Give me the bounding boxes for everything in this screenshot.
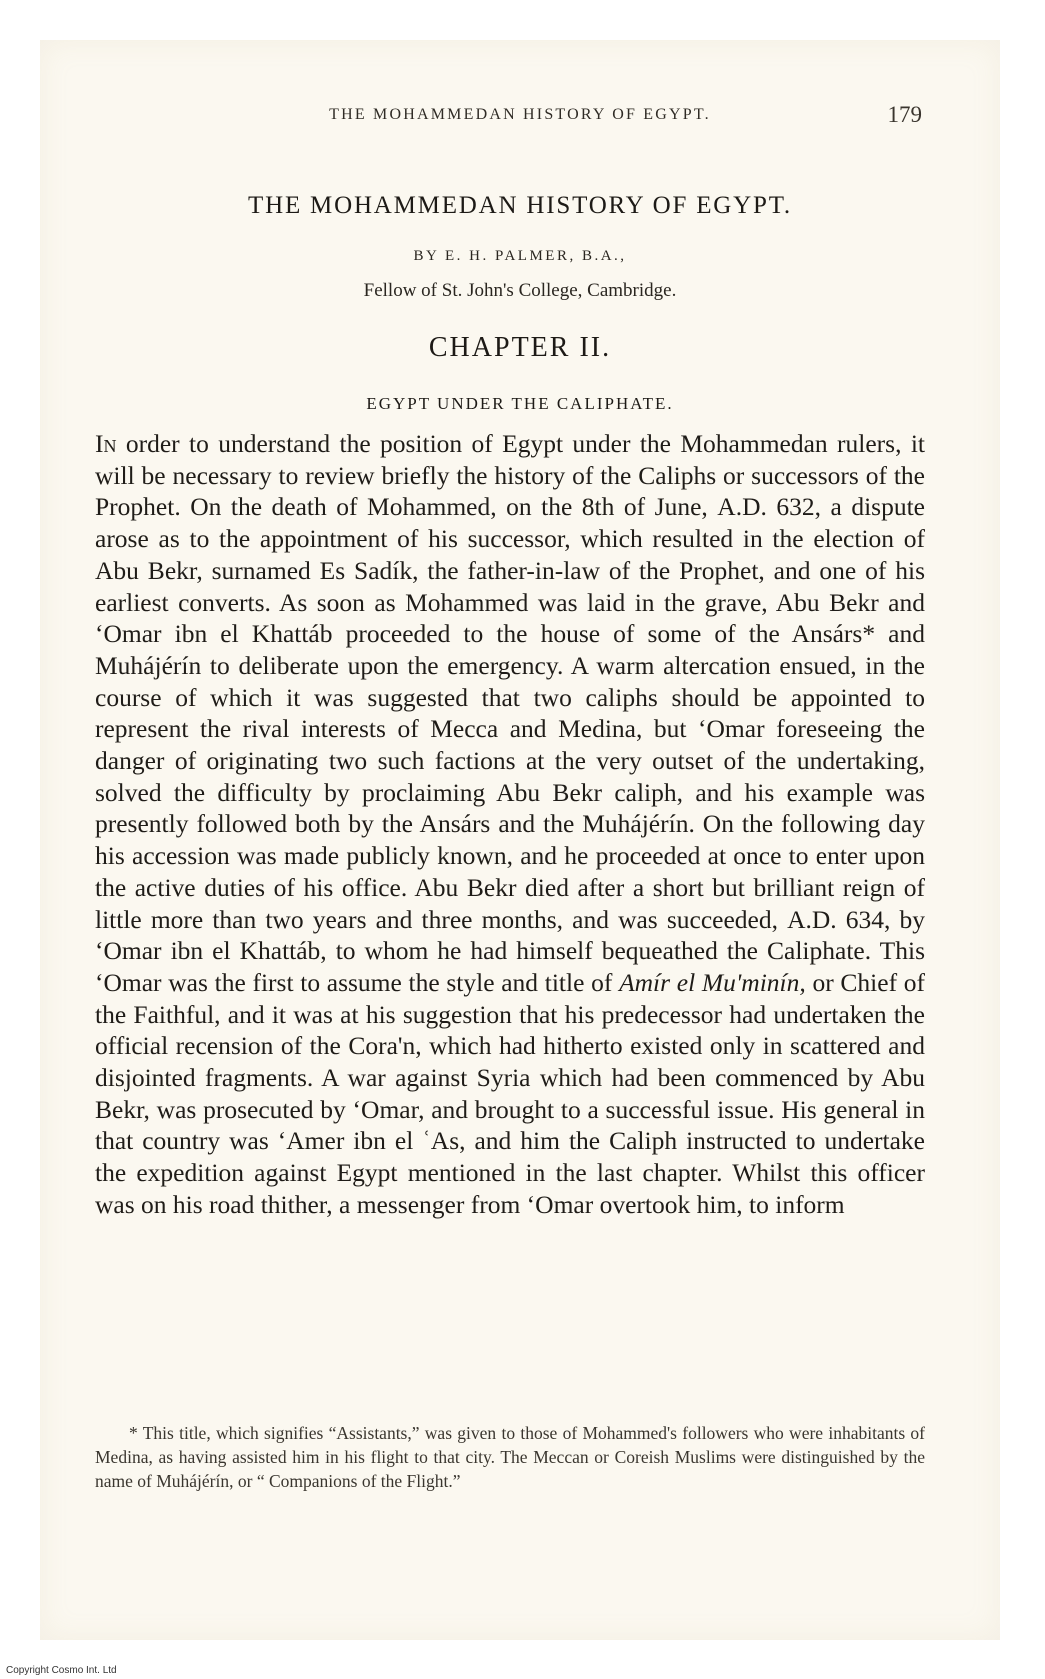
chapter-title: EGYPT UNDER THE CALIPHATE. bbox=[366, 394, 674, 413]
era-abbrev-1: A.D. bbox=[717, 492, 767, 522]
lead-word: In bbox=[95, 429, 117, 458]
page-number: 179 bbox=[887, 102, 922, 127]
body-text-1: order to understand the position of Egypt under the Mohammedan rulers, it will be necessary to review briefly the history of the Caliphs or successors of the Prophet. On the death of Mohammed, on the 8th of June, bbox=[95, 429, 925, 522]
body-text-3: 634, by ‘Omar ibn el Khattáb, to whom he had himself bequeathed the Caliphate. This ‘Omar was the first to assume the style and title of bbox=[95, 904, 925, 997]
body-text-4: or Chief of the Faithful, and it was at his suggestion that his predecessor had undertaken the official recension of the Cora'n, which had hitherto existed only in scattered and disjointed fragments. A war against Syria which had been commenced by Abu Bekr, was prosecuted by ‘Omar, and brought to a successful issue. His general in that country was ‘Amer ibn el ʿAs, and him the Caliph instructed to undertake the expedition against Egypt mentioned in the last chapter. Whilst this officer was on his road thither, a messenger from ‘Omar overtook him, to inform bbox=[95, 967, 926, 1219]
body-text-2: 632, a dispute arose as to the appointment of his successor, which resulted in the election of Abu Bekr, surnamed Es Sadík, the father-in-law of the Prophet, and one of his earliest converts. As soon as Mohammed was laid in the grave, Abu Bekr and ‘Omar ibn el Khattáb proceeded to the house of some of the Ansárs* and Muhájérín to deliberate upon the emergency. A warm altercation ensued, in the course of which it was suggested that two caliphs should be appointed to represent the rival interests of Mecca and Medina, but ‘Omar foreseeing the danger of originating two such factions at the very outset of the undertaking, solved the difficulty by proclaiming Abu Bekr caliph, and his example was presently followed both by the Ansárs and the Muhájérín. On the following day his accession was made publicly known, and he proceeded at once to enter upon the active duties of his office. Abu Bekr died after a short but brilliant reign of little more than two years and three months, and was succeeded, bbox=[95, 492, 926, 934]
italic-title: Amír el Mu'minín, bbox=[619, 967, 806, 997]
era-abbrev-2: A.D. bbox=[787, 904, 837, 934]
author-byline: BY E. H. PALMER, B.A., bbox=[413, 248, 627, 264]
copyright-watermark: Copyright Cosmo Int. Ltd bbox=[6, 1665, 117, 1676]
chapter-heading: CHAPTER II. bbox=[428, 332, 612, 363]
body-paragraph bbox=[95, 428, 925, 1221]
scanned-page bbox=[40, 40, 1000, 1640]
author-affiliation: Fellow of St. John's College, Cambridge. bbox=[363, 280, 677, 301]
footnote: * This title, which signifies “Assistants,” was given to those of Mohammed's followers who were inhabitants of Medina, as having assisted him in his flight to that city. The Meccan or Coreish Muslims were distinguished by the name of Muhájérín, or “ Companions of the Flight.” bbox=[95, 1423, 925, 1491]
article-title: THE MOHAMMEDAN HISTORY OF EGYPT. bbox=[248, 192, 792, 219]
running-header: THE MOHAMMEDAN HISTORY OF EGYPT. bbox=[329, 106, 711, 123]
